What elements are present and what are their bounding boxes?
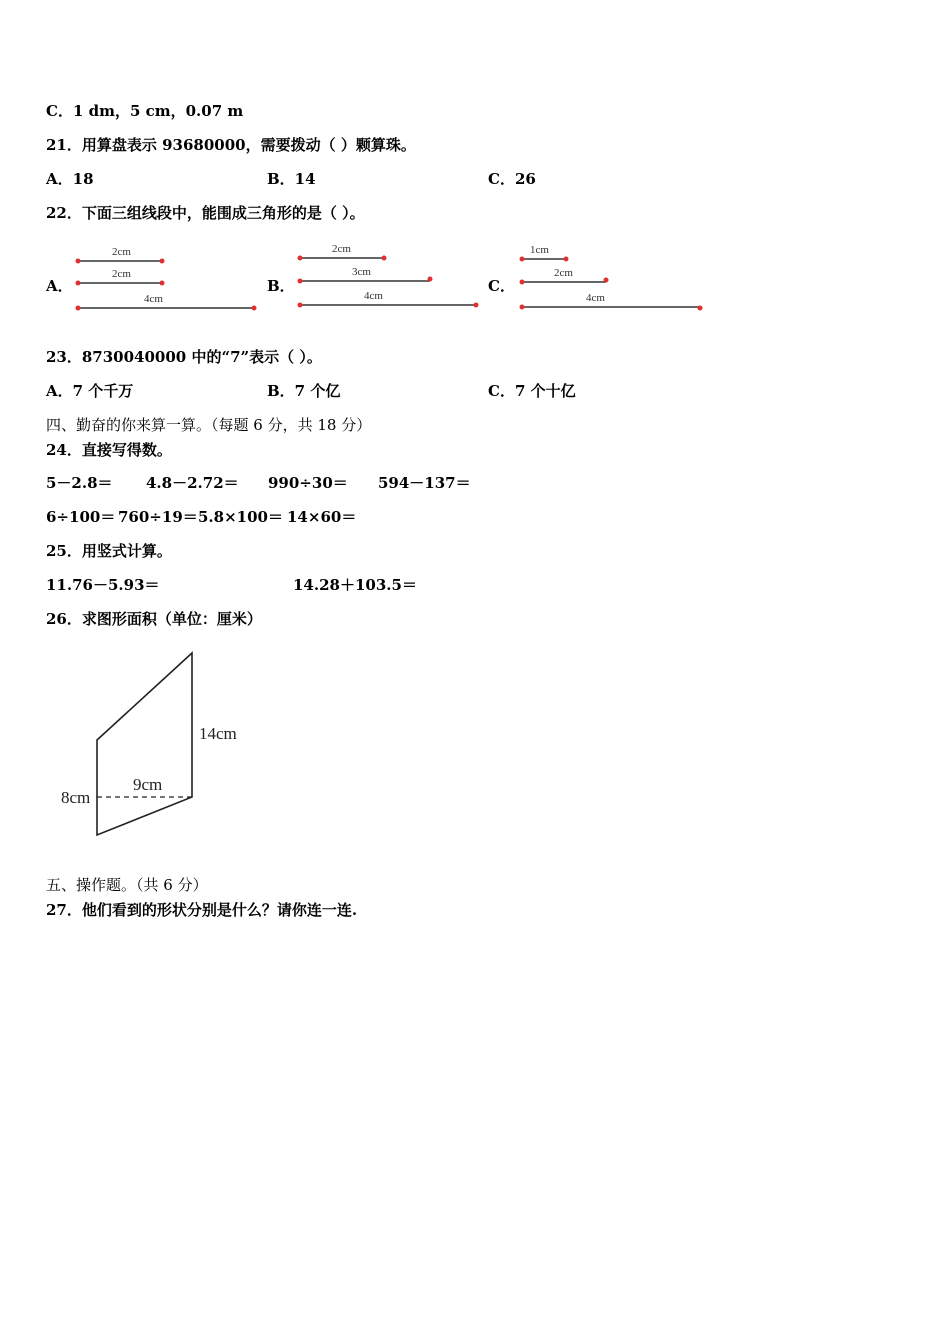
- segment-label: 4cm: [364, 290, 383, 302]
- segment-endpoint: [520, 257, 525, 262]
- trapezoid-outline: [97, 653, 192, 835]
- q23-option-c: C．7 个十亿: [488, 382, 576, 400]
- q24-item: 5.8×100＝: [198, 508, 283, 526]
- left-side-label: 8cm: [61, 788, 91, 807]
- q22-option-c-figure: [516, 241, 708, 317]
- q21-option-a: A．18: [46, 170, 94, 188]
- q23-option-a: A．7 个千万: [46, 382, 134, 400]
- segment-endpoint: [76, 259, 81, 264]
- right-side-label: 14cm: [199, 724, 237, 743]
- q26-question: 26．求图形面积（单位：厘米）: [46, 610, 262, 628]
- q25-item: 11.76－5.93＝: [46, 576, 160, 594]
- q24-item: 5－2.8＝: [46, 474, 113, 492]
- segment-label: 3cm: [352, 266, 371, 278]
- segment-endpoint: [298, 303, 303, 308]
- q22-option-a-label: A．: [46, 277, 73, 295]
- segment-endpoint: [76, 281, 81, 286]
- q21-option-b: B．14: [267, 170, 316, 188]
- segment-endpoint: [474, 303, 479, 308]
- segment-endpoint: [298, 256, 303, 261]
- segment-endpoint: [252, 306, 257, 311]
- segment-label: 1cm: [530, 244, 549, 256]
- q24-item: 6÷100＝: [46, 508, 116, 526]
- height-label: 9cm: [133, 775, 163, 794]
- q22-option-a-figure: [72, 243, 262, 319]
- segment-endpoint: [382, 256, 387, 261]
- q21-option-c: C．26: [488, 170, 536, 188]
- q24-item: 760÷19＝: [118, 508, 198, 526]
- segment-endpoint: [604, 278, 609, 283]
- q23-option-b: B．7 个亿: [267, 382, 341, 400]
- q25-question: 25．用竖式计算。: [46, 542, 172, 560]
- segment-endpoint: [76, 306, 81, 311]
- segment-label: 2cm: [112, 246, 131, 258]
- segment-label: 4cm: [586, 292, 605, 304]
- q24-question: 24．直接写得数。: [46, 441, 172, 459]
- q25-item: 14.28＋103.5＝: [293, 576, 417, 594]
- section-5-heading: 五、操作题。（共 6 分）: [46, 876, 208, 894]
- q20-option-c: C．1 dm，5 cm，0.07 m: [46, 102, 244, 120]
- q21-question: 21．用算盘表示 93680000，需要拨动（ ）颗算珠。: [46, 136, 416, 154]
- segment-endpoint: [520, 280, 525, 285]
- q26-trapezoid-figure: [56, 645, 256, 849]
- segment-endpoint: [298, 279, 303, 284]
- segment-label: 2cm: [554, 267, 573, 279]
- q22-option-b-figure: [294, 240, 484, 316]
- segment-endpoint: [520, 305, 525, 310]
- section-4-heading: 四、勤奋的你来算一算。（每题 6 分，共 18 分）: [46, 416, 372, 434]
- q22-option-c-label: C．: [488, 277, 515, 295]
- q24-item: 594－137＝: [378, 474, 471, 492]
- q22-question: 22．下面三组线段中，能围成三角形的是（ ）。: [46, 204, 365, 222]
- q27-question: 27．他们看到的形状分别是什么？请你连一连.: [46, 901, 358, 919]
- segment-endpoint: [564, 257, 569, 262]
- q24-item: 990÷30＝: [268, 474, 348, 492]
- segment-endpoint: [428, 277, 433, 282]
- segment-label: 2cm: [112, 268, 131, 280]
- segment-endpoint: [160, 281, 165, 286]
- q24-item: 14×60＝: [287, 508, 357, 526]
- q23-question: 23．8730040000 中的“7”表示（ ）。: [46, 348, 322, 366]
- segment-endpoint: [160, 259, 165, 264]
- q24-item: 4.8－2.72＝: [146, 474, 239, 492]
- q22-option-b-label: B．: [267, 277, 295, 295]
- segment-label: 4cm: [144, 293, 163, 305]
- segment-endpoint: [698, 306, 703, 311]
- segment-label: 2cm: [332, 243, 351, 255]
